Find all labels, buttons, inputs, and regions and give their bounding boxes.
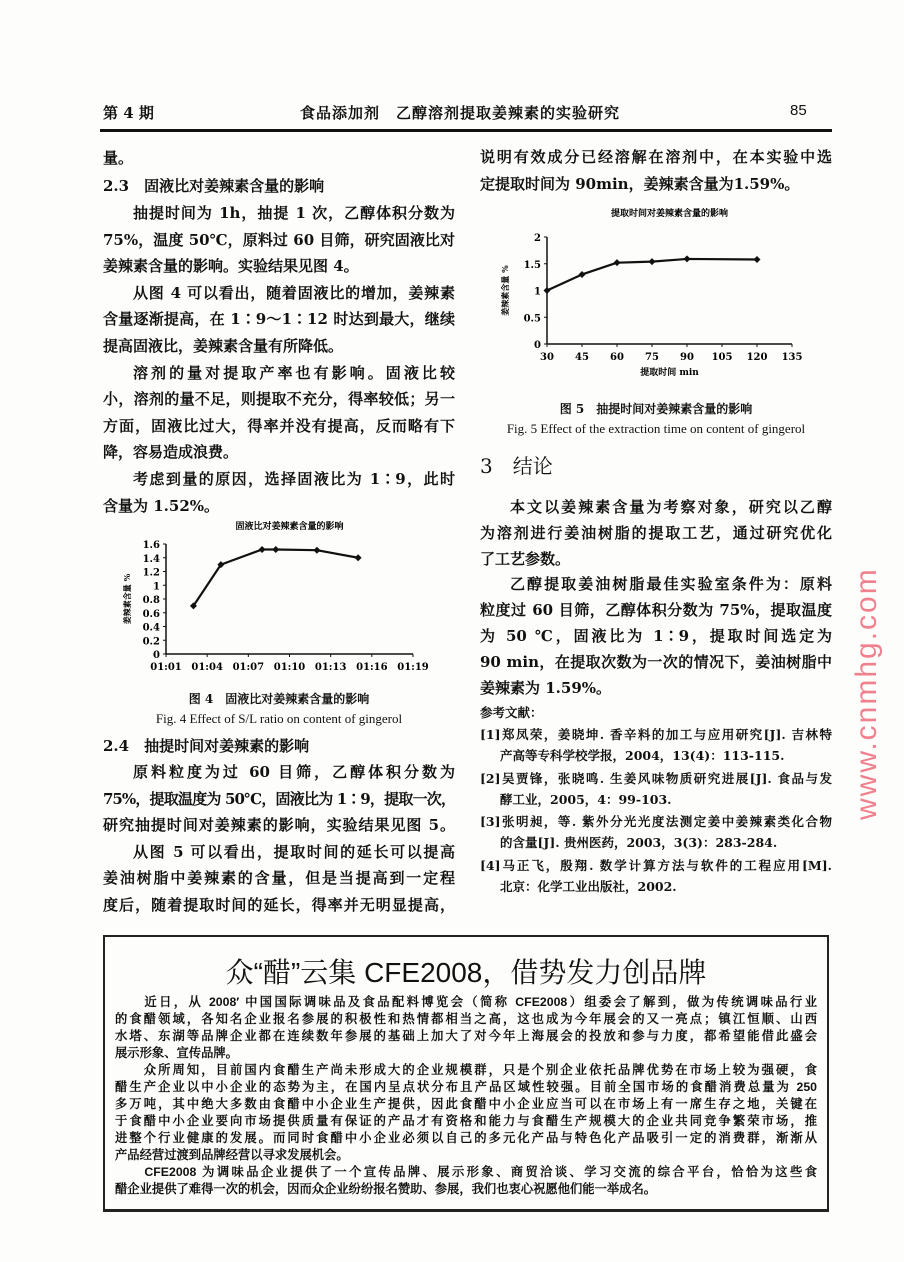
ad-text-line: 醋企业提供了难得一次的机会，因而众企业纷纷报名赞助、参展，我们也衷心祝愿他们能一举成名。 — [115, 1182, 657, 1196]
references-heading: 参考文献： — [480, 705, 543, 720]
fig5-data-point — [754, 256, 761, 263]
fig4-x-tick-label: 01:10 — [273, 662, 306, 673]
ad-text-line: 水塔、东湖等品牌企业都在连续数年参展的基础上加大了对今年上海展会的投放和参与力度，都希望能借此盛会 — [115, 1029, 817, 1043]
fig5-x-tick-label: 120 — [746, 352, 768, 363]
text-line: 抽提时间为 1h，抽提 1 次，乙醇体积分数为 — [133, 204, 455, 222]
fig5-data-point — [684, 255, 691, 262]
fig5-x-tick-label: 75 — [645, 352, 659, 363]
reference-item-continued: 北京：化学工业出版社，2002. — [500, 878, 677, 894]
fig4-x-tick-label: 01:13 — [314, 662, 347, 673]
reference-item: [1]郑凤荣，姜晓坤. 香辛料的加工与应用研究[J]. 吉林特 — [480, 727, 832, 742]
ad-text-line: 多万吨，其中绝大多数由食醋中小企业生产提供，因此食醋中小企业应当可以在市场上有一席生存之地，关键在 — [115, 1097, 817, 1111]
fig4-y-tick-label: 0.8 — [142, 595, 160, 606]
fig5-y-tick-label: 1 — [534, 286, 541, 298]
figure-5-caption-en: Fig. 5 Effect of the extraction time on content of gingerol — [506, 421, 806, 436]
running-title: 食品添加剂 乙醇溶剂提取姜辣素的实验研究 — [300, 104, 621, 122]
text-line: 提高固液比，姜辣素含量有所降低。 — [103, 337, 344, 355]
fig5-title: 提取时间对姜辣素含量的影响 — [610, 209, 729, 219]
fig5-x-tick-label: 90 — [680, 352, 694, 363]
text-line: 90 min，在提取次数为一次的情况下，姜油树脂中 — [480, 652, 832, 671]
fig4-data-point — [259, 546, 266, 553]
fig5-x-tick-label: 30 — [540, 352, 554, 363]
text-line: 姜辣素含量的影响。实验结果见图 4。 — [103, 257, 359, 276]
fig5-y-tick-label: 2 — [534, 233, 541, 244]
fig5-data-point — [614, 259, 621, 266]
figure-4-caption: 图 4 固液比对姜辣素含量的影响 — [188, 692, 370, 706]
fig4-title: 固液比对姜辣素含量的影响 — [235, 522, 344, 532]
figure-4-caption-en: Fig. 4 Effect of S/L ratio on content of gingerol — [155, 711, 403, 726]
fig4-data-point — [272, 546, 279, 553]
text-line: 了工艺参数。 — [480, 549, 571, 568]
text-line: 75%，提取温度为 50℃，固液比为 1∶9，提取一次， — [103, 789, 455, 808]
reference-item-continued: 的含量[J]. 贵州医药，2003，3(3)：283-284. — [500, 835, 778, 850]
ad-text-line: 产品经营过渡到品牌经营以寻求发展机会。 — [115, 1148, 349, 1162]
text-line: 说明有效成分已经溶解在溶剂中，在本实验中选 — [480, 148, 832, 166]
fig4-data-point — [313, 547, 320, 554]
fig5-data-point — [544, 287, 551, 294]
text-line: 降，容易造成浪费。 — [103, 443, 239, 462]
ad-text-line: 众所周知，目前国内食醋生产尚未形成大的企业规模群，只是个别企业依托品牌优势在市场上较为强硬，食 — [115, 1063, 817, 1077]
fig5-y-tick-label: 0.5 — [523, 313, 541, 325]
fig5-y-tick-label: 1.5 — [523, 259, 541, 271]
text-line: 小，溶剂的量不足，则提取不充分，得率较低；另一 — [103, 390, 455, 409]
fig5-x-tick-label: 105 — [711, 352, 733, 363]
ad-text-line: 醋生产企业以中小企业的态势为主，在国内呈点状分布且产品区域性较强。目前全国市场的食醋消费总量为 250 — [115, 1080, 817, 1094]
text-line: 定提取时间为 90min，姜辣素含量为1.59%。 — [480, 175, 800, 193]
ad-text-line: 进整个行业健康的发展。而同时食醋中小企业必须以自己的多元化产品与特色化产品吸引一定的消费群，渐渐从 — [115, 1131, 817, 1145]
ad-text-line: 于食醋中小企业要向市场提供质量有保证的产品才有资格和能力与食醋生产规模大的企业共同竞争繁荣市场，推 — [115, 1114, 817, 1128]
ad-text-line: 展示形象、宣传品牌。 — [115, 1046, 238, 1060]
fig5-x-label: 提取时间 min — [640, 368, 699, 378]
text-line: 姜油树脂中姜辣素的含量，但是当提高到一定程 — [103, 869, 455, 888]
reference-item-continued: 产高等专科学校学报，2004，13(4)：113-115. — [500, 748, 785, 763]
section-heading-3: 3 结论 — [480, 454, 553, 478]
ad-text-line: CFE2008 为调味品企业提供了一个宣传品牌、展示形象、商贸洽谈、学习交流的综合平台，恰恰为这些食 — [115, 1165, 817, 1179]
text-line: 粒度过 60 目筛，乙醇体积分数为 75%，提取温度 — [480, 601, 832, 620]
fig5-y-label: 姜辣素含量 % — [500, 265, 510, 316]
text-line: 从图 4 可以看出，随着固液比的增加，姜辣素 — [133, 283, 455, 302]
fig5-x-tick-label: 45 — [575, 352, 589, 363]
issue-number: 第 4 期 — [103, 104, 154, 122]
fig4-y-tick-label: 0.6 — [142, 608, 160, 620]
text-line: 溶剂的量对提取产率也有影响。固液比较 — [133, 363, 455, 382]
text-line: 为 50 ℃，固液比为 1∶9，提取时间选定为 — [480, 627, 832, 645]
fig4-x-tick-label: 01:07 — [232, 662, 265, 673]
fig5-x-tick-label: 135 — [781, 352, 803, 363]
watermark: www.cnmhg.com — [850, 567, 883, 820]
text-line: 含量为 1.52%。 — [103, 496, 220, 515]
text-line: 度后，随着提取时间的延长，得率并无明显提高， — [103, 896, 455, 914]
reference-item: [2]吴贾锋，张晓鸣. 生姜风味物质研究进展[J]. 食品与发 — [480, 770, 832, 786]
fig5-data-point — [579, 271, 586, 278]
text-line: 为溶剂进行姜油树脂的提取工艺，通过研究优化 — [480, 523, 832, 542]
fig5-x-tick-label: 60 — [610, 352, 624, 363]
text-line: 本文以姜辣素含量为考察对象，研究以乙醇 — [510, 498, 832, 516]
header-rule — [100, 129, 832, 132]
fig4-y-tick-label: 1 — [153, 581, 160, 593]
section-heading-2-3: 2.3 固液比对姜辣素含量的影响 — [103, 177, 325, 195]
fig4-y-tick-label: 0.4 — [142, 622, 160, 634]
fig5-y-tick-label: 0 — [534, 340, 541, 351]
text-line: 姜辣素为 1.59%。 — [480, 678, 612, 697]
text-line: 原料粒度为过 60 目筛，乙醇体积分数为 — [133, 763, 455, 781]
text-line: 含量逐渐提高，在 1∶9～1∶12 时达到最大，继续 — [103, 310, 455, 329]
advertisement-box — [103, 935, 829, 1212]
figure-5-chart — [480, 200, 840, 390]
fig4-x-tick-label: 01:04 — [191, 662, 223, 673]
ad-text-line: 近日，从 2008′ 中国国际调味品及食品配料博览会（简称 CFE2008）组委会了解到，做为传统调味品行业 — [115, 995, 817, 1009]
figure-5-caption: 图 5 抽提时间对姜辣素含量的影响 — [559, 402, 753, 416]
figure-4-chart — [100, 505, 460, 685]
reference-item-continued: 酵工业，2005，4：99-103. — [500, 791, 672, 807]
fig5-data-point — [649, 258, 656, 265]
fig4-y-tick-label: 1.2 — [142, 567, 160, 579]
reference-item: [4]马正飞，殷翔. 数学计算方法与软件的工程应用[M]. — [480, 857, 832, 873]
fig4-y-tick-label: 0.2 — [142, 636, 160, 648]
page-number: 85 — [790, 102, 807, 119]
text-line: 方面，固液比过大，得率并没有提高，反而略有下 — [103, 416, 455, 435]
fig4-x-tick-label: 01:16 — [356, 662, 388, 673]
fig4-y-label: 姜辣素含量 % — [122, 573, 132, 625]
fig4-x-tick-label: 01:19 — [397, 662, 429, 673]
fig4-x-tick-label: 01:01 — [150, 662, 182, 673]
section-heading-2-4: 2.4 抽提时间对姜辣素的影响 — [103, 737, 310, 755]
ad-text-line: 的食醋领域，各知名企业报名参展的积极性和热情都相当之高，这也成为今年展会的又一亮点；镇江恒顺、山西 — [115, 1012, 817, 1026]
text-line: 量。 — [103, 149, 134, 167]
fig4-y-tick-label: 1.6 — [142, 540, 160, 551]
text-line: 乙醇提取姜油树脂最佳实验室条件为：原料 — [510, 575, 832, 594]
ad-title: 众“醋”云集 CFE2008，借势发力创品牌 — [225, 957, 707, 988]
fig4-y-tick-label: 0 — [153, 650, 160, 661]
fig4-y-tick-label: 1.4 — [142, 553, 160, 565]
text-line: 考虑到量的原因，选择固液比为 1∶9，此时 — [133, 470, 455, 488]
fig4-data-point — [355, 554, 362, 561]
text-line: 研究抽提时间对姜辣素的影响，实验结果见图 5。 — [103, 816, 455, 835]
text-line: 从图 5 可以看出，提取时间的延长可以提高 — [133, 842, 455, 861]
text-line: 75%，温度 50℃，原料过 60 目筛，研究固液比对 — [103, 230, 455, 249]
fig4-series-line — [193, 550, 358, 606]
reference-item: [3]张明昶，等. 紫外分光光度法测定姜中姜辣素类化合物 — [480, 814, 832, 829]
